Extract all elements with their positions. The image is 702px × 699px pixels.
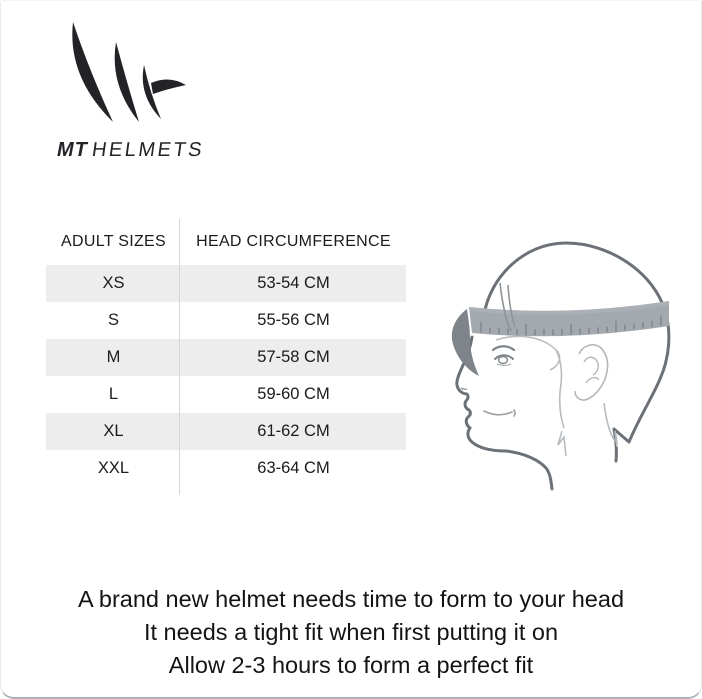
size-cell: M [106, 348, 121, 366]
circumference-cell: 61-62 CM [257, 422, 330, 440]
table-row [46, 302, 406, 339]
brand-wordmark-mt: MT [57, 139, 88, 161]
table-column-divider [179, 219, 180, 495]
size-cell: L [108, 385, 119, 403]
size-cell: XL [103, 422, 124, 440]
table-row [46, 339, 406, 376]
brand-wordmark [57, 139, 204, 162]
circumference-cell: 57-58 CM [257, 348, 330, 366]
table-row [46, 450, 406, 487]
circumference-cell: 53-54 CM [257, 274, 330, 292]
fit-note [1, 583, 701, 682]
circumference-cell: 55-56 CM [257, 311, 330, 329]
table-header-row [46, 219, 406, 265]
size-cell: S [107, 311, 119, 329]
header-head-circumference: HEAD CIRCUMFERENCE [196, 233, 391, 250]
size-chart-table [46, 219, 406, 487]
fit-note-line-2: It needs a tight fit when first putting it on [143, 619, 559, 645]
table-row [46, 376, 406, 413]
size-cell: XXL [97, 459, 130, 477]
table-row [46, 413, 406, 450]
table-row [46, 265, 406, 302]
head-profile-measuring-tape-illustration [436, 223, 698, 495]
mt-claw-swoosh-logo-icon [69, 15, 199, 129]
fit-note-line-1: A brand new helmet needs time to form to your head [77, 586, 625, 612]
circumference-cell: 59-60 CM [257, 385, 330, 403]
size-cell: XS [102, 274, 125, 292]
brand-wordmark-helmets: HELMETS [90, 139, 206, 161]
circumference-cell: 63-64 CM [257, 459, 330, 477]
fit-note-line-3: Allow 2-3 hours to form a perfect fit [168, 652, 534, 678]
header-adult-sizes: ADULT SIZES [61, 233, 166, 250]
